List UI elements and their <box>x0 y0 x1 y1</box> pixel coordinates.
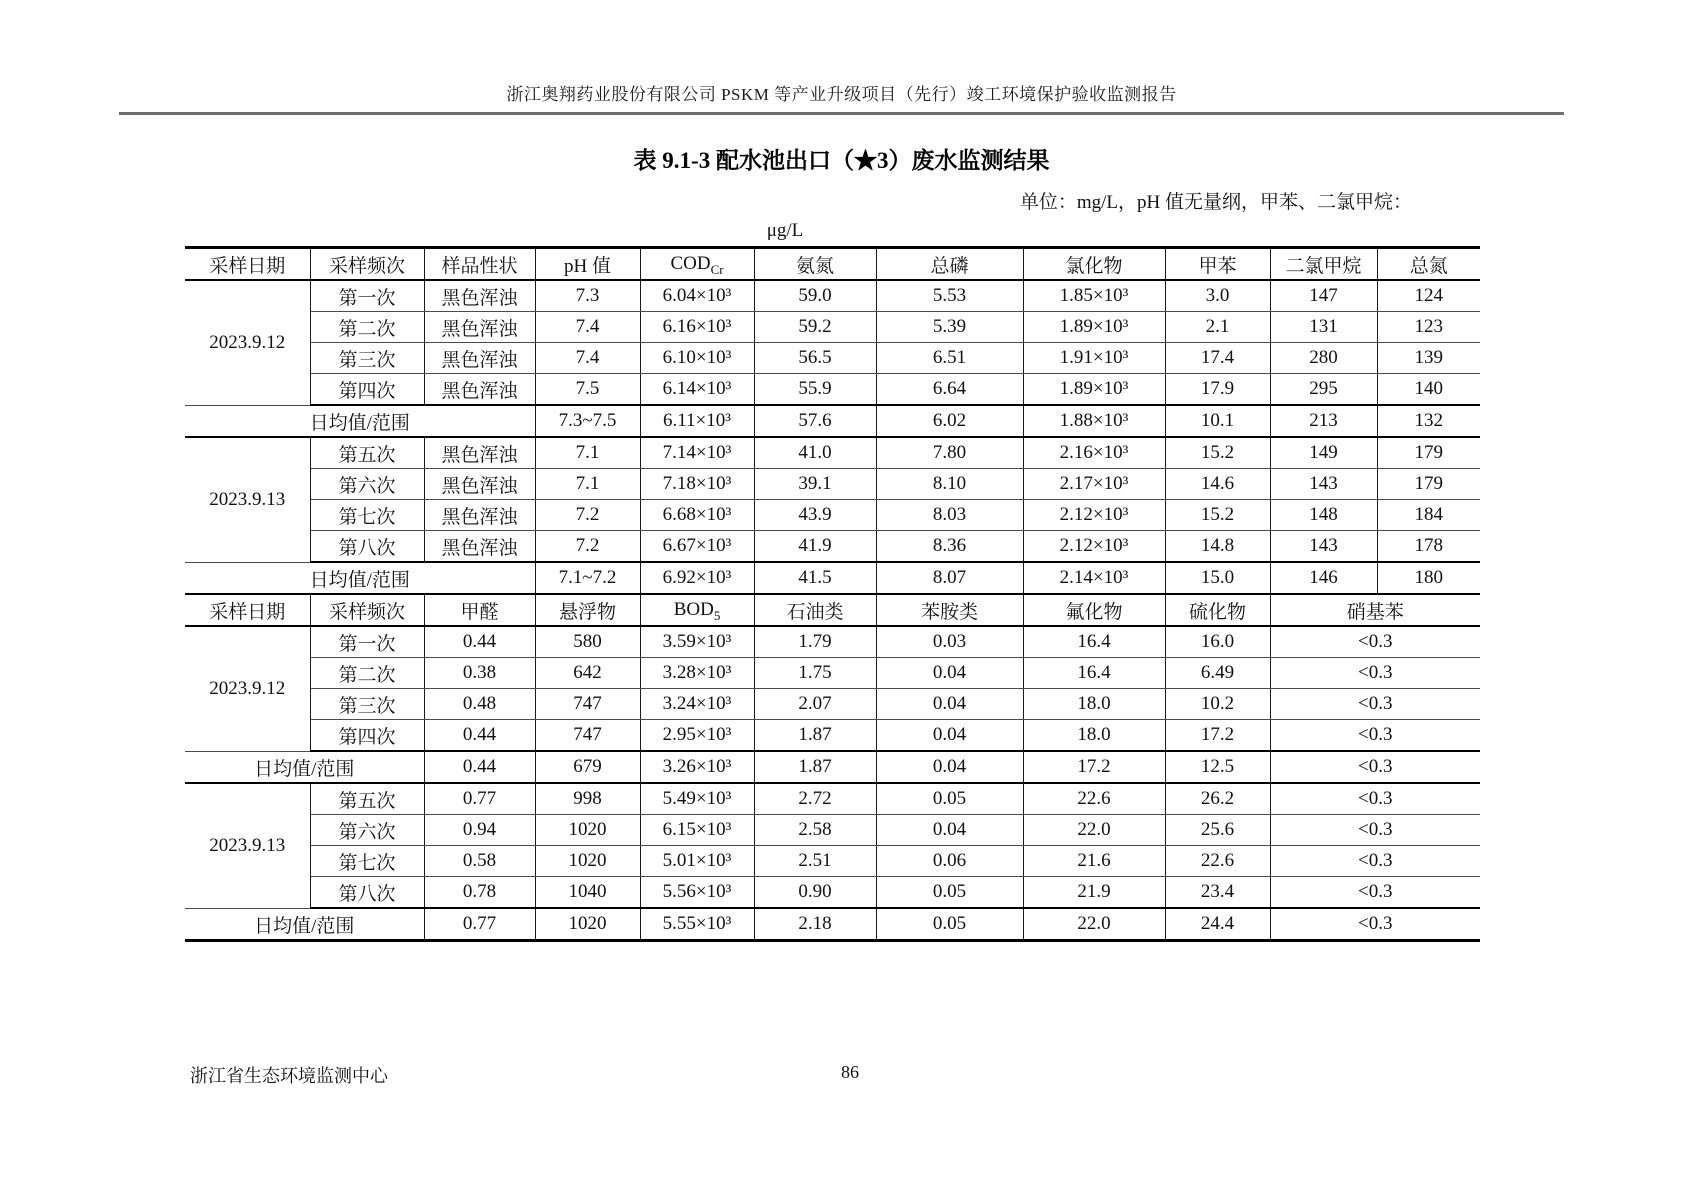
table-row <box>185 783 1480 815</box>
table-cell: 6.51 <box>876 343 1023 374</box>
table-cell: 2023.9.12 <box>185 280 310 405</box>
table-cell: 7.1~7.2 <box>535 562 640 594</box>
table-header-row <box>185 594 1480 626</box>
table-cell: 16.0 <box>1165 626 1270 658</box>
table-cell: 178 <box>1377 531 1480 563</box>
table-cell: 59.2 <box>754 312 876 343</box>
table-cell: 5.01×10³ <box>640 846 754 877</box>
table-cell: 第五次 <box>310 783 424 815</box>
column-header: 氨氮 <box>754 248 876 281</box>
table-row <box>185 846 1480 877</box>
table-row <box>185 280 1480 312</box>
table-cell: 41.9 <box>754 531 876 563</box>
table-cell: 第三次 <box>310 343 424 374</box>
column-header: 采样频次 <box>310 594 424 626</box>
column-header: 硫化物 <box>1165 594 1270 626</box>
table-cell: 6.49 <box>1165 658 1270 689</box>
table-cell: 679 <box>535 751 640 783</box>
table-cell: 15.2 <box>1165 500 1270 531</box>
table-cell: 1020 <box>535 815 640 846</box>
table-cell: 1020 <box>535 908 640 941</box>
table-cell: 7.2 <box>535 531 640 563</box>
column-header: 甲苯 <box>1165 248 1270 281</box>
table-cell: 2023.9.13 <box>185 437 310 562</box>
table-cell: 0.44 <box>424 720 535 752</box>
table-cell: 2.17×10³ <box>1023 469 1165 500</box>
table-cell: 0.77 <box>424 783 535 815</box>
column-header: 二氯甲烷 <box>1270 248 1377 281</box>
table-row <box>185 626 1480 658</box>
table-cell: 黑色浑浊 <box>424 531 535 563</box>
table-cell: 2.16×10³ <box>1023 437 1165 469</box>
table-cell: 1020 <box>535 846 640 877</box>
page-number: 86 <box>841 1062 859 1082</box>
table-cell: 0.38 <box>424 658 535 689</box>
table-cell: 2.51 <box>754 846 876 877</box>
table-cell: 140 <box>1377 374 1480 406</box>
table-row <box>185 437 1480 469</box>
table-cell: 16.4 <box>1023 626 1165 658</box>
footer-organization: 浙江省生态环境监测中心 <box>190 1066 388 1086</box>
table-cell: 5.56×10³ <box>640 877 754 909</box>
column-header: 硝基苯 <box>1270 594 1480 626</box>
column-header: $BOD_5$ <box>640 594 754 626</box>
table-cell: 黑色浑浊 <box>424 312 535 343</box>
table-cell: 1.79 <box>754 626 876 658</box>
table-cell: 1.87 <box>754 751 876 783</box>
table-cell: 第六次 <box>310 469 424 500</box>
table-cell: 6.68×10³ <box>640 500 754 531</box>
table-cell: 8.10 <box>876 469 1023 500</box>
table-cell: 280 <box>1270 343 1377 374</box>
column-header: 采样日期 <box>185 248 310 281</box>
table-cell: 第四次 <box>310 720 424 752</box>
table-cell: 7.14×10³ <box>640 437 754 469</box>
table-cell: 1.75 <box>754 658 876 689</box>
table-cell: 0.90 <box>754 877 876 909</box>
table-cell: 第八次 <box>310 877 424 909</box>
table-cell: 55.9 <box>754 374 876 406</box>
table-cell: 日均值/范围 <box>185 908 424 941</box>
table-cell: 8.36 <box>876 531 1023 563</box>
table-cell: <0.3 <box>1270 877 1480 909</box>
table-cell: 3.28×10³ <box>640 658 754 689</box>
table-cell: 17.9 <box>1165 374 1270 406</box>
table-cell: 第一次 <box>310 280 424 312</box>
table-cell: 7.18×10³ <box>640 469 754 500</box>
table-cell: 黑色浑浊 <box>424 437 535 469</box>
table-cell: 580 <box>535 626 640 658</box>
column-header: 石油类 <box>754 594 876 626</box>
table-cell: 21.9 <box>1023 877 1165 909</box>
table-cell: 1.85×10³ <box>1023 280 1165 312</box>
table-cell: 3.59×10³ <box>640 626 754 658</box>
table-cell: 6.15×10³ <box>640 815 754 846</box>
table-cell: 147 <box>1270 280 1377 312</box>
table-cell: 56.5 <box>754 343 876 374</box>
table-cell: 0.04 <box>876 815 1023 846</box>
table-cell: 第二次 <box>310 658 424 689</box>
table-cell: 黑色浑浊 <box>424 374 535 406</box>
table-cell: <0.3 <box>1270 908 1480 941</box>
table-cell: 0.04 <box>876 751 1023 783</box>
table-cell: 1.91×10³ <box>1023 343 1165 374</box>
table-cell: 12.5 <box>1165 751 1270 783</box>
table-cell: 第五次 <box>310 437 424 469</box>
table-cell: 0.48 <box>424 689 535 720</box>
table-cell: 6.02 <box>876 405 1023 437</box>
column-header: 总氮 <box>1377 248 1480 281</box>
table-row <box>185 469 1480 500</box>
column-header: 悬浮物 <box>535 594 640 626</box>
table-body <box>185 248 1480 941</box>
table-cell: 第八次 <box>310 531 424 563</box>
document-header: 浙江奥翔药业股份有限公司 PSKM 等产业升级项目（先行）竣工环境保护验收监测报告 <box>506 85 1177 104</box>
table-cell: 0.06 <box>876 846 1023 877</box>
table-cell: 6.10×10³ <box>640 343 754 374</box>
table-cell: 143 <box>1270 531 1377 563</box>
table-cell: 2.95×10³ <box>640 720 754 752</box>
table-cell: 24.4 <box>1165 908 1270 941</box>
table-cell: 25.6 <box>1165 815 1270 846</box>
table-cell: 139 <box>1377 343 1480 374</box>
table-cell: 14.8 <box>1165 531 1270 563</box>
table-cell: 5.39 <box>876 312 1023 343</box>
table-cell: 17.2 <box>1165 720 1270 752</box>
unit-note-line2: μg/L <box>766 220 804 241</box>
table-cell: 3.26×10³ <box>640 751 754 783</box>
table-cell: 8.03 <box>876 500 1023 531</box>
table-row <box>185 689 1480 720</box>
table-header-row <box>185 248 1480 281</box>
table-cell: <0.3 <box>1270 783 1480 815</box>
table-cell: 0.58 <box>424 846 535 877</box>
table-cell: 7.2 <box>535 500 640 531</box>
table-cell: 747 <box>535 720 640 752</box>
table-cell: 日均值/范围 <box>185 751 424 783</box>
table-cell: 43.9 <box>754 500 876 531</box>
table-cell: 第二次 <box>310 312 424 343</box>
table-cell: 179 <box>1377 437 1480 469</box>
table-cell: 黑色浑浊 <box>424 500 535 531</box>
table-cell: 7.3~7.5 <box>535 405 640 437</box>
table-row <box>185 405 1480 437</box>
table-cell: 0.04 <box>876 658 1023 689</box>
table-cell: 7.1 <box>535 469 640 500</box>
table-cell: 57.6 <box>754 405 876 437</box>
table-cell: 295 <box>1270 374 1377 406</box>
table-cell: 7.5 <box>535 374 640 406</box>
table-cell: 0.04 <box>876 720 1023 752</box>
table-cell: 10.2 <box>1165 689 1270 720</box>
table-cell: 22.6 <box>1023 783 1165 815</box>
table-cell: 黑色浑浊 <box>424 343 535 374</box>
column-header: 甲醛 <box>424 594 535 626</box>
table-cell: 2023.9.12 <box>185 626 310 751</box>
table-cell: 5.53 <box>876 280 1023 312</box>
table-row <box>185 312 1480 343</box>
table-cell: 143 <box>1270 469 1377 500</box>
table-cell: 17.2 <box>1023 751 1165 783</box>
table-title: 表 9.1-3 配水池出口（★3）废水监测结果 <box>633 148 1050 173</box>
table-row <box>185 658 1480 689</box>
table-row <box>185 531 1480 563</box>
table-cell: 2.18 <box>754 908 876 941</box>
table-cell: 7.4 <box>535 343 640 374</box>
column-header: 采样日期 <box>185 594 310 626</box>
table-row <box>185 374 1480 406</box>
table-row <box>185 751 1480 783</box>
table-cell: 7.80 <box>876 437 1023 469</box>
table-cell: 5.49×10³ <box>640 783 754 815</box>
table-cell: 22.6 <box>1165 846 1270 877</box>
column-header: 采样频次 <box>310 248 424 281</box>
table-cell: 黑色浑浊 <box>424 280 535 312</box>
table-cell: <0.3 <box>1270 720 1480 752</box>
table-cell: 15.2 <box>1165 437 1270 469</box>
table-cell: 18.0 <box>1023 720 1165 752</box>
wastewater-table <box>185 246 1480 942</box>
table-cell: 148 <box>1270 500 1377 531</box>
table-cell: 0.05 <box>876 783 1023 815</box>
table-cell: 39.1 <box>754 469 876 500</box>
table-cell: 第六次 <box>310 815 424 846</box>
table-cell: 0.94 <box>424 815 535 846</box>
column-header: 总磷 <box>876 248 1023 281</box>
table-cell: 21.6 <box>1023 846 1165 877</box>
table-cell: 26.2 <box>1165 783 1270 815</box>
table-cell: 15.0 <box>1165 562 1270 594</box>
table-cell: 日均值/范围 <box>185 405 535 437</box>
table-cell: 1.87 <box>754 720 876 752</box>
table-cell: 22.0 <box>1023 908 1165 941</box>
table-cell: 第三次 <box>310 689 424 720</box>
table-cell: 124 <box>1377 280 1480 312</box>
table-cell: <0.3 <box>1270 658 1480 689</box>
column-header: 氯化物 <box>1023 248 1165 281</box>
table-cell: 6.92×10³ <box>640 562 754 594</box>
table-cell: 2.72 <box>754 783 876 815</box>
table-cell: 6.14×10³ <box>640 374 754 406</box>
column-header: 氟化物 <box>1023 594 1165 626</box>
table-cell: 642 <box>535 658 640 689</box>
table-cell: 0.05 <box>876 877 1023 909</box>
table-row <box>185 877 1480 909</box>
table-cell: 1.88×10³ <box>1023 405 1165 437</box>
column-header: pH 值 <box>535 248 640 281</box>
table-cell: 0.03 <box>876 626 1023 658</box>
table-cell: 41.5 <box>754 562 876 594</box>
table-cell: 2023.9.13 <box>185 783 310 908</box>
table-cell: 6.04×10³ <box>640 280 754 312</box>
table-cell: 146 <box>1270 562 1377 594</box>
table-cell: 747 <box>535 689 640 720</box>
table-cell: 2.58 <box>754 815 876 846</box>
table-cell: 日均值/范围 <box>185 562 535 594</box>
table-cell: 2.1 <box>1165 312 1270 343</box>
header-rule <box>119 112 1564 115</box>
table-cell: 0.77 <box>424 908 535 941</box>
table-cell: 2.14×10³ <box>1023 562 1165 594</box>
table-row <box>185 500 1480 531</box>
table-cell: 6.11×10³ <box>640 405 754 437</box>
table-cell: 6.16×10³ <box>640 312 754 343</box>
table-cell: 7.1 <box>535 437 640 469</box>
table-cell: 16.4 <box>1023 658 1165 689</box>
table-row <box>185 343 1480 374</box>
table-cell: 6.67×10³ <box>640 531 754 563</box>
table-cell: 0.05 <box>876 908 1023 941</box>
table-row <box>185 562 1480 594</box>
table-cell: 8.07 <box>876 562 1023 594</box>
table-cell: 第七次 <box>310 500 424 531</box>
table-cell: 0.44 <box>424 626 535 658</box>
table-cell: 2.07 <box>754 689 876 720</box>
table-cell: 0.44 <box>424 751 535 783</box>
table-cell: 123 <box>1377 312 1480 343</box>
table-cell: 22.0 <box>1023 815 1165 846</box>
table-cell: <0.3 <box>1270 815 1480 846</box>
table-row <box>185 720 1480 752</box>
table-cell: 2.12×10³ <box>1023 500 1165 531</box>
table-cell: 5.55×10³ <box>640 908 754 941</box>
table-cell: 132 <box>1377 405 1480 437</box>
table-row <box>185 908 1480 941</box>
table-cell: 213 <box>1270 405 1377 437</box>
unit-note-line1: 单位：mg/L，pH 值无量纲，甲苯、二氯甲烷： <box>1019 192 1412 213</box>
table-cell: 41.0 <box>754 437 876 469</box>
table-cell: <0.3 <box>1270 846 1480 877</box>
table-cell: 179 <box>1377 469 1480 500</box>
table-cell: 3.24×10³ <box>640 689 754 720</box>
table-cell: 黑色浑浊 <box>424 469 535 500</box>
table-cell: 第四次 <box>310 374 424 406</box>
table-cell: 23.4 <box>1165 877 1270 909</box>
table-cell: 998 <box>535 783 640 815</box>
column-header: $COD_{Cr}$ <box>640 248 754 281</box>
table-cell: 6.64 <box>876 374 1023 406</box>
table-cell: <0.3 <box>1270 626 1480 658</box>
table-cell: 第一次 <box>310 626 424 658</box>
table-cell: 0.04 <box>876 689 1023 720</box>
table-cell: 17.4 <box>1165 343 1270 374</box>
column-header: 苯胺类 <box>876 594 1023 626</box>
table-cell: <0.3 <box>1270 751 1480 783</box>
table-cell: 1040 <box>535 877 640 909</box>
table-cell: 7.3 <box>535 280 640 312</box>
table-cell: 180 <box>1377 562 1480 594</box>
table-cell: 1.89×10³ <box>1023 374 1165 406</box>
table-cell: 0.78 <box>424 877 535 909</box>
table-cell: 149 <box>1270 437 1377 469</box>
table-cell: 18.0 <box>1023 689 1165 720</box>
table-cell: 7.4 <box>535 312 640 343</box>
table-cell: 59.0 <box>754 280 876 312</box>
table-cell: 10.1 <box>1165 405 1270 437</box>
table-cell: 2.12×10³ <box>1023 531 1165 563</box>
table-cell: 184 <box>1377 500 1480 531</box>
table-cell: 14.6 <box>1165 469 1270 500</box>
table-cell: 1.89×10³ <box>1023 312 1165 343</box>
table-cell: 第七次 <box>310 846 424 877</box>
table-cell: 131 <box>1270 312 1377 343</box>
table-cell: 3.0 <box>1165 280 1270 312</box>
column-header: 样品性状 <box>424 248 535 281</box>
table-cell: <0.3 <box>1270 689 1480 720</box>
table-row <box>185 815 1480 846</box>
